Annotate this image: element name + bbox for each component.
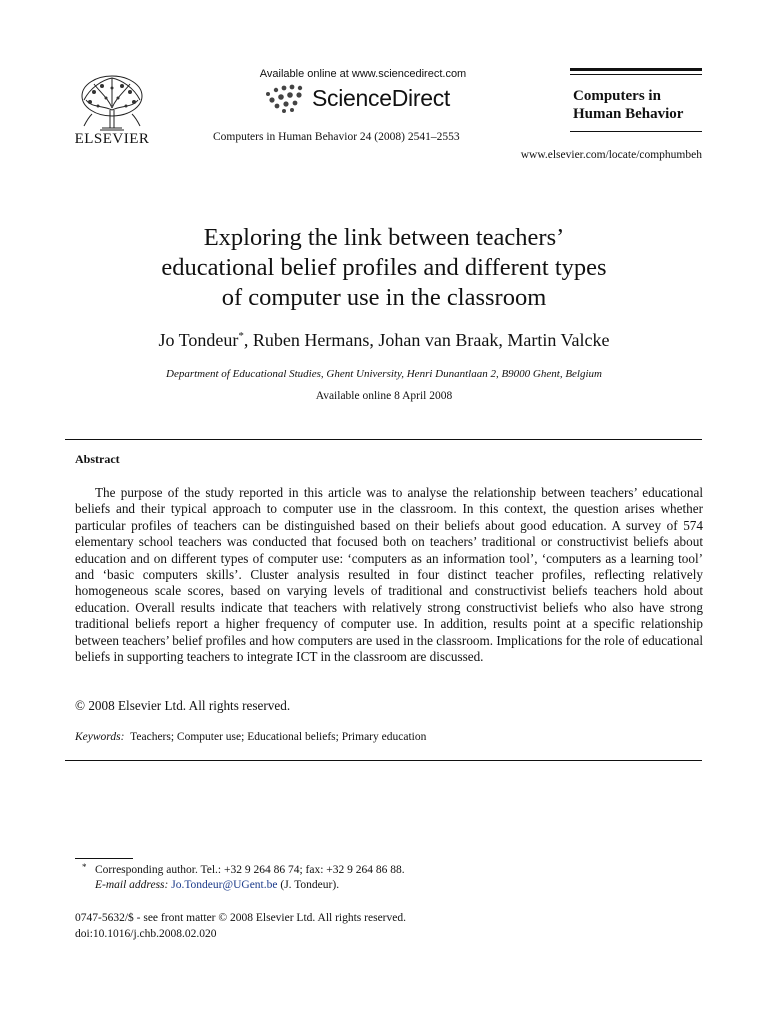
title-line1: Exploring the link between teachers’ — [203, 224, 565, 251]
journal-url-link[interactable]: www.elsevier.com/locate/comphumbeh — [520, 149, 702, 161]
abstract-bottom-rule — [65, 760, 702, 761]
sciencedirect-logo-text: ScienceDirect — [312, 85, 450, 111]
email-label: E-mail address: — [95, 879, 169, 891]
abstract-body — [75, 485, 703, 665]
issn-line: 0747-5632/$ - see front matter © 2008 Elsevier Ltd. All rights reserved. — [75, 912, 406, 924]
abstract-paragraph: The purpose of the study reported in this article was to analyse the relationship between teachers’ educational beliefs and their typical approach to computer use in the classroom. In this context, the question arises whether particular profiles of teachers can be distinguished based on their beliefs about good education. A survey of 574 elementary school teachers was conducted that focused both on teachers’ traditional or constructivist beliefs about education and on different types of computer use: ‘computers as an information tool’, ‘computers as a learning tool’ and ‘basic computers skills’. Cluster analysis resulted in four distinct teacher profiles, reflecting relatively homogeneous scale scores, based on varying levels of traditional and constructivist beliefs teachers hold about education. Overall results indicate that teachers with relatively strong constructivist beliefs who also have strong traditional beliefs report a higher frequency of computer use. In addition, results point at a specific relationship between teachers’ belief profiles and how computers are used in the classroom. Implications for the role of educational beliefs in supporting teachers to integrate ICT in the classroom are discussed. — [75, 485, 703, 665]
author-first[interactable]: Jo Tondeur — [158, 330, 239, 350]
journal-name — [573, 87, 702, 123]
footnote-rule — [75, 858, 133, 859]
journal-title-box — [570, 68, 702, 123]
journal-box-top-rule — [570, 68, 702, 71]
title-line3: of computer use in the classroom — [221, 284, 547, 311]
email-note — [95, 879, 339, 891]
journal-box-thin-rule — [570, 74, 702, 75]
author-list — [60, 330, 708, 351]
affiliation: Department of Educational Studies, Ghent University, Henri Dunantlaan 2, B9000 Ghent, Belgium — [166, 368, 602, 380]
journal-name-line1: Computers in — [573, 88, 661, 104]
corresponding-author-mark[interactable]: * — [238, 330, 244, 342]
keywords-list: Teachers; Computer use; Educational beliefs; Primary education — [130, 731, 427, 743]
copyright-notice: © 2008 Elsevier Ltd. All rights reserved. — [75, 698, 291, 713]
email-link[interactable]: Jo.Tondeur@UGent.be — [171, 879, 278, 891]
abstract-top-rule — [65, 439, 702, 440]
available-online-text: Available online at www.sciencedirect.com — [259, 68, 467, 80]
title-line2: educational belief profiles and different types — [161, 254, 607, 281]
available-date: Available online 8 April 2008 — [315, 390, 453, 402]
corresponding-author-note: Corresponding author. Tel.: +32 9 264 86 74; fax: +32 9 264 86 88. — [95, 864, 405, 876]
keywords-label: Keywords: — [75, 731, 125, 743]
email-suffix: (J. Tondeur). — [277, 879, 340, 891]
authors-rest: , Ruben Hermans, Johan van Braak, Martin Valcke — [243, 330, 610, 350]
publisher-logo-text: ELSEVIER — [74, 131, 150, 147]
journal-reference: Computers in Human Behavior 24 (2008) 2541–2553 — [213, 131, 460, 143]
article-title — [80, 223, 688, 313]
journal-name-line2: Human Behavior — [573, 106, 684, 122]
abstract-heading: Abstract — [75, 452, 120, 466]
doi-link[interactable]: doi:10.1016/j.chb.2008.02.020 — [75, 928, 217, 940]
journal-box-bottom-rule — [570, 131, 702, 132]
keywords — [75, 731, 426, 743]
footnote-mark: * — [82, 862, 87, 872]
